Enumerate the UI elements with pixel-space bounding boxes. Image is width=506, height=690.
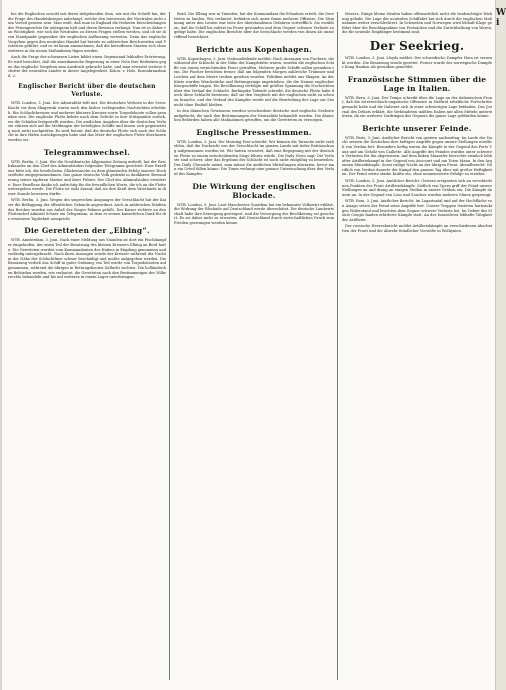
adjacent-page-text: Wi xyxy=(496,8,506,28)
article-text: WTB. Amsterdam, 3. Juni. Nach einer Meldung aus Ymuiden ist dort ein Fischdampfer eingelaufen, der einen Teil der Besatzung des kleinen Kreuzers Elbing an Bord hatte. Die Geretteten wurden vom Kommandanten des Hafens in Empfang genommen und vorläufig untergebracht. Nach ihren Aussagen wurde der Kreuzer während der Nacht in der Nähe der Schlachtlinie schwer beschädigt und mußte aufgegeben werden. Die Besatzung verließ das Schiff in guter Ordnung; ein Teil wurde von Torpedobooten aufgenommen, während die übrigen in Rettungsbooten Zuflucht suchten. Die holländischen Behörden werden, wie verlautet, die Geretteten nach den Bestimmungen des Völkerrechts behandeln und bis auf weiteres in einem Lager unterbringen. xyxy=(8,238,166,280)
headline-elbing: Die Geretteten der „Elbing“. xyxy=(24,226,150,236)
column-middle xyxy=(174,12,334,680)
article-text: Bord. Die Elbing war in Ymuiden, hat der Kommandant die Erlaubnis erteilt, die Geretteten zu landen. Wie verlautet, befinden sich unter ihnen mehrere Offiziere. Die Stimmung unter den Leuten war trotz der überstandenen Gefahren vortrefflich. Sie erzählten, daß ihr Schiff bis zuletzt im Feuer gestanden und dem Gegner schwere Verluste zugefügt habe. Die englischen Berichte über die Seeschlacht werden von ihnen als unzutreffend bezeichnet. xyxy=(174,12,334,39)
article-text: WTB. London, 3. Juni. Amtlicher Bericht: Gestern ereigneten sich an verschiedenen Punkten der Front Artilleriekämpfe. Südlich von Ypern griff der Feind unsere Stellungen an und drang an einigen Stellen in unsere Gräben ein. Die Kämpfe dauern an. In der Gegend von Loos und Souchez wurden mehrere Minen gesprengt. xyxy=(342,179,492,197)
column-left xyxy=(8,12,166,680)
column-right xyxy=(342,12,492,680)
article-text: WTB. London, 3. Juni. Laut Manchester Guardian hat ein bekannter Volkswirt erklärt, die Wirkung der Blockade auf Deutschland werde überschätzt. Die deutsche Landwirtschaft habe ihre Erzeugung gesteigert, und die Versorgung der Bevölkerung sei gesichert. Es sei daher nicht zu erwarten, daß Deutschland durch wirtschaftlichen Druck zum Frieden gezwungen werden könne. xyxy=(174,202,334,225)
headline-copenhagen: Berichte aus Kopenhagen. xyxy=(196,44,312,54)
article-text: In den dänischen Gewässern wurden verschiedene deutsche und englische Seeleute aufgefischt, die nach den Bestimmungen der Neutralität behandelt werden. Die dänischen Behörden haben alle Maßnahmen getroffen, um die Geretteten zu versorgen. xyxy=(174,109,334,123)
article-text: WTB. London, 3. Juni. Lloyds meldet: Der schwedische Dampfer Hera ist versenkt worden. Die Besatzung wurde gerettet. Ferner wurde der norwegische Dampfer Kong Haakon als gesunken gemeldet. xyxy=(342,55,492,70)
headline-english-report: Englischer Bericht über die deutschen Verluste. xyxy=(18,83,156,98)
headline-blockade: Die Wirkung der englischen Blockade. xyxy=(192,181,316,200)
article-text: WTB. Bern, 3. Juni. Der Temps schreibt über die Lage an der italienischen Front, daß die österreichisch-ungarische Offensive in Südtirol erhebliche Fortschritte gemacht habe und die Italiener sich in einer schwierigen Lage befänden. Das Journal des Débats erklärt, die Verbündeten müßten Italien mit allen Mitteln unterstützen, da ein weiteres Vordringen des Gegners die ganze Lage gefährden könne. xyxy=(342,95,492,119)
article-text: WTB. London, 3. Juni. Der Admiralität teilt mit: Die deutschen Verluste in der Seeschlacht vor dem Skagerrak waren nach den bisher vorliegenden Nachrichten erheblich. Ein Schlachtkreuzer und mehrere kleinere Kreuzer sowie Torpedoboote sollen gesunken sein. Die englische Flotte kehrte nach dem Gefecht in ihre Stützpunkte zurück, wo die Schäden festgestellt wurden. Die amtlichen Angaben über die deutschen Verluste stützen sich auf die Meldungen der beteiligten Schiffe und lassen sich gegenwärtig noch nicht nachprüfen. Es wird betont, daß die deutsche Flotte sich nach der Schlacht in ihre Häfen zurückgezogen habe und das Meer der englischen Flotte überlassen worden sei. xyxy=(8,101,166,143)
headline-enemy-reports: Berichte unserer Feinde. xyxy=(362,123,472,133)
article-text: WTB. Berlin, 3. Juni. Wegen des siegreichen Ausganges der Seeschlacht hat der Kaiser die Beflaggung der öffentlichen Gebäude angeordnet. Auch in zahlreichen Städten des Reiches wurden aus Anlaß des Sieges Fahnen gehißt. Der Kaiser richtete an den Flottenchef Admiral Scheer ein Telegramm, in dem er seinen kaiserlichen Dank für die erwiesene Tapferkeit ausspricht. xyxy=(8,198,166,221)
article-text: Meeres. Einige kleine Strafen haben offensichtlich nicht die beabsichtigte Wirkung gehabt. Die Lage der neutralen Schiffahrt hat sich durch die englischen Maßnahmen weiter verschlechtert. In Schweden und Norwegen wird lebhaft Klage geführt über die Beschlagnahme von Postsäcken und die Zurückhaltung von Waren, die für neutrale Empfänger bestimmt sind. xyxy=(342,12,492,35)
headline-french-voices: Französische Stimmen über die Lage in Italien. xyxy=(347,74,487,93)
headline-naval-war: Der Seekrieg. xyxy=(369,38,465,53)
column-rule xyxy=(169,12,170,680)
article-text: WTB. Rom, 3. Juni. Amtlicher Bericht: Im Lagarinatal und auf der Hochfläche von Asiago setzte der Feind seine Angriffe fort. Unsere Truppen leisteten hartnäckigen Widerstand und brachten dem Gegner schwere Verluste bei. Im Gebiet des Monte Cengio fanden erbitterte Kämpfe statt. An der Isonzofront lebhafte Tätigkeit der Artillerie. xyxy=(342,199,492,222)
article-text: WTB. Berlin, 3. Juni. Wie die Norddeutsche Allgemeine Zeitung mitteilt, hat der Reichskanzler an den Chef des Admiralstabes folgendes Telegramm gerichtet: Euer Exzellenz bitte ich, die herzlichsten Glückwünsche zu dem glänzenden Erfolg unserer Hochseeflotte entgegenzunehmen. Das ganze deutsche Volk gedenkt in dankbarer Bewunderung seiner tapferen Marine und ihrer Führer. Der Chef des Admiralstabes erwiderte: Euer Exzellenz danke ich aufrichtig für die freundlichen Worte, die ich an die Flotte weitergeben werde. Die Flotte ist stolz darauf, daß sie ihre Kraft dem Vaterlande in dieser Stunde beweisen durfte. xyxy=(8,159,166,196)
article-text: Der russische Heeresbericht meldet Artilleriekämpfe an verschiedenen Abschnitten der Front und die Abwehr feindlicher Vorstöße in Wolhynien. xyxy=(342,224,492,233)
article-text: WTB. Paris, 3. Juni. Amtlicher Bericht von gestern nachmittag: Im Laufe der Nacht setzten die Deutschen ihre heftigen Angriffe gegen unsere Stellungen nördlich von Verdun fort. Besonders heftig waren die Kämpfe in der Gegend des Forts Vaux und am Gehölz von Caillette. Alle Angriffe des Feindes wurden unter schweren Verlusten für ihn abgewiesen. Auf dem linken Maasufer herrschte ziemlich lebhafter Artilleriekampf in der Gegend von Avocourt und am Toten Mann. In den Argonnen Minenkämpfe. Sonst ruhige Nacht an der übrigen Front. Abendbericht: Nördlich von Verdun dauerte der Kampf den ganzen Tag über mit großer Heftigkeit an. Der Feind setzte starke Kräfte ein, ohne nennenswerte Erfolge zu erzielen. xyxy=(342,135,492,177)
adjacent-page-edge xyxy=(495,0,506,690)
column-rule xyxy=(337,12,338,680)
article-text: WTB. Kopenhagen, 3. Juni. Nationaltidende meldet: Nach Aussagen von Fischern, die während der Schlacht in der Nähe der Kampfstätte waren, wurden die englischen Schiffe von einem vernichtenden Feuer getroffen. Mehrere große Schiffe sollen gesunken sein. Die Fischer berichten ferner, daß am folgenden Morgen zahlreiche Trümmer und Leichen auf dem Meere treiben gesehen wurden. Politiken meldet aus Skagen: An der Küste wurden Wrackstücke und Rettungsringe angetrieben, die die Namen englischer Kriegsschiffe tragen. Die Bevölkerung verfolgte mit größter Spannung die Nachrichten über den Verlauf der Schlacht. Berlingske Tidende schreibt, die deutsche Flotte habe durch diese Schlacht bewiesen, daß sie den Vergleich mit der englischen nicht zu scheuen brauche, und der Verlauf des Kampfes werde auf die Beurteilung der Lage zur See nicht ohne Einfluß bleiben. xyxy=(174,56,334,107)
article-text: WTB. London, 3. Juni. Die Morning Post schreibt: Wir können die Tatsache nicht verhehlen, daß die Nachricht von der Seeschlacht im ganzen Lande mit tiefer Enttäuschung aufgenommen worden ist. Wir hatten erwartet, daß eine Begegnung mit der deutschen Flotte zu einem entscheidenden Siege führen würde. Die Daily News sagt: Die Verluste sind schwer, aber das Ergebnis der Schlacht ist noch nicht endgültig zu beurteilen. Der Daily Chronicle meint, man müsse die amtlichen Mitteilungen abwarten, bevor man ein Urteil fällen könne. Die Times verlangt eine genaue Untersuchung über den Verlauf des Kampfes. xyxy=(174,139,334,177)
article-text: Auch die Frage der schwarzen Listen bildet einen Gegenstand lebhafter Erörterung. Es wird berichtet, daß die amerikanische Regierung in einer Note ihre Bedenken gegen das englische Vorgehen zum Ausdruck gebracht habe, und man erwartet weitere Schritte der neutralen Länder in dieser Angelegenheit. Kolon, v. Holz, Rosenkranzbund, 2. xyxy=(8,55,166,78)
article-text: bei die Englischen sowohl mit deren tiefgehenden Sinn, wie mit der Schrift hin, der die Frage des Handelskrieges anbelangt, welche den Interessen der Neutralen nicht zum Vorteil geraten sein. Man weiß, daß man in England die früheren Entscheidungen der Prisengerichte für unbequem hält und deren Revision verlangt. Nun ist es daher von Wichtigkeit, wie sich die Neutralen zu diesen Fragen stellen werden, und ob sie ihren Standpunkt gegenüber der englischen Auffassung vertreten. Denn das englische Vorgehen gegen den neutralen Handel hat bereits zu zahlreichen Beschwerden und Protesten geführt, und es ist kaum anzunehmen, daß die betroffenen Staaten sich ohne weiteres in die neuen Maßnahmen fügen werden. xyxy=(8,12,166,53)
headline-english-press: Englische Pressestimmen. xyxy=(196,127,312,137)
headline-telegram: Telegrammwechsel. xyxy=(43,147,131,157)
